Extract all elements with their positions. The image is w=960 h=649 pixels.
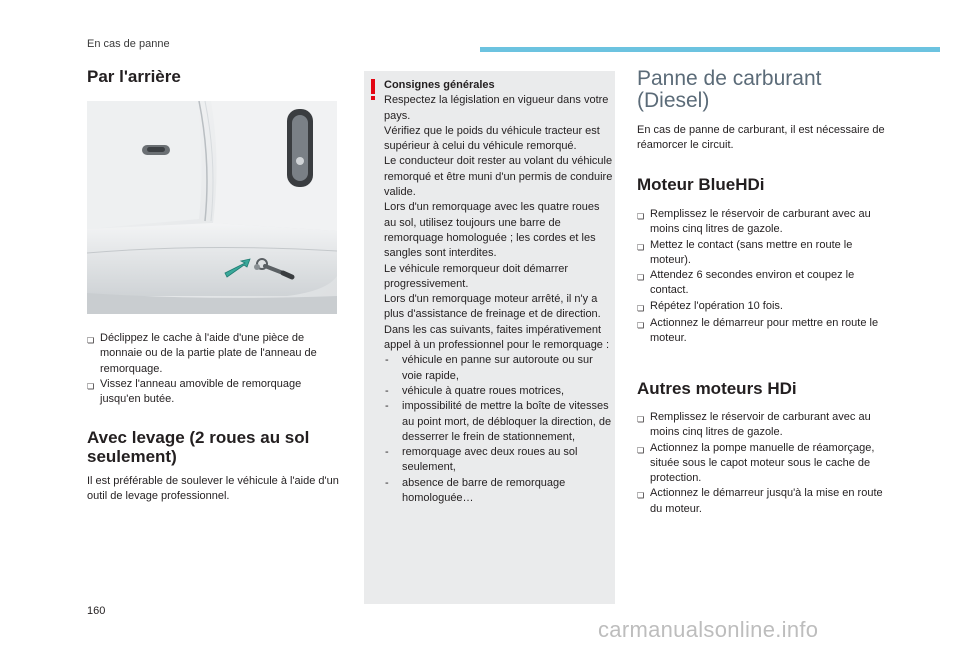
list-item: ❏ Actionnez le démarreur jusqu'à la mise en route du moteur. [637,486,895,517]
warning-title: Consignes générales [384,79,495,91]
list-item: ❏ Déclippez le cache à l'aide d'une pièce de monnaie ou de la partie plate de l'anneau de remorquage. [87,331,339,377]
list-item: - absence de barre de remorquage homologuée… [385,476,566,505]
list-item: ❏ Mettez le contact (sans mettre en route le moteur). [637,238,895,269]
warning-exclamation-icon [370,79,376,101]
square-bullet-icon: ❏ [87,336,95,345]
section-title-other-hdi: Autres moteurs HDi [637,379,797,398]
list-item: - remorquage avec deux roues au sol seulement, [385,446,578,474]
square-bullet-icon: ❏ [637,491,645,501]
list-item: - véhicule en panne sur autoroute ou sur voie rapide, [385,354,593,382]
fuel-paragraph: En cas de panne de carburant, il est nécessaire de réamorcer le circuit. [637,124,885,152]
warning-paragraph: Le conducteur doit rester au volant du véhicule remorqué et être muni d'un permis de conduire valide. [384,155,613,199]
section-title-bluehdi: Moteur BlueHDi [637,175,765,194]
square-bullet-icon: ❏ [637,273,645,283]
section-header: En cas de panne [87,38,170,50]
bluehdi-steps-list [637,207,895,347]
square-bullet-icon: ❏ [637,321,645,331]
warning-paragraph: Vérifiez que le poids du véhicule tracteur est supérieur à celui du véhicule remorqué. [384,124,600,153]
warning-paragraph: Respectez la législation en vigueur dans votre pays. [384,94,609,122]
list-item: - véhicule à quatre roues motrices, [385,384,565,397]
warning-paragraph: Dans les cas suivants, faites impérativement appel à un professionnel pour le remorquage : [384,323,610,352]
rear-steps-list [87,331,339,407]
warning-paragraph: Lors d'un remorquage avec les quatre roues au sol, utilisez toujours une barre de remorquage homologuée ; les cordes et les sangles sont interdites. [384,201,600,260]
square-bullet-icon: ❏ [637,445,645,455]
towing-eye-illustration [87,101,337,314]
page-number: 160 [87,605,106,617]
section-title-fuel: Panne de carburant (Diesel) [637,67,822,112]
list-item: ❏ Vissez l'anneau amovible de remorquage jusqu'en butée. [87,377,339,408]
list-item: ❏ Actionnez la pompe manuelle de réamorçage, située sous le capot moteur sous le cache de protection. [637,441,895,487]
list-item: ❏ Attendez 6 secondes environ et coupez le contact. [637,268,895,299]
list-item: ❏ Répétez l'opération 10 fois. [637,299,895,316]
list-item: ❏ Actionnez le démarreur pour mettre en route le moteur. [637,316,895,347]
section-title-rear: Par l'arrière [87,67,181,86]
square-bullet-icon: ❏ [87,381,95,391]
square-bullet-icon: ❏ [637,415,645,424]
square-bullet-icon: ❏ [637,303,645,313]
square-bullet-icon: ❏ [637,212,645,221]
list-item: - impossibilité de mettre la boîte de vitesses au point mort, de débloquer la direction, de desserrer le frein de stationnement, [385,400,612,443]
watermark: carmanualsonline.info [598,617,819,642]
warning-paragraph: Le véhicule remorqueur doit démarrer progressivement. [384,262,569,290]
section-title-lifting: Avec levage (2 roues au sol seulement) [87,428,310,466]
list-item: ❏ Remplissez le réservoir de carburant avec au moins cinq litres de gazole. [637,207,895,238]
header-accent-bar [480,47,940,52]
lifting-paragraph: Il est préférable de soulever le véhicule à l'aide d'un outil de levage professionnel. [87,475,339,503]
square-bullet-icon: ❏ [637,242,645,252]
other-hdi-steps-list [637,410,895,517]
warning-paragraph: Lors d'un remorquage moteur arrêté, il n'y a plus d'assistance de freinage et de direction. [384,293,601,321]
warning-content [384,78,614,506]
list-item: ❏ Remplissez le réservoir de carburant avec au moins cinq litres de gazole. [637,410,895,441]
